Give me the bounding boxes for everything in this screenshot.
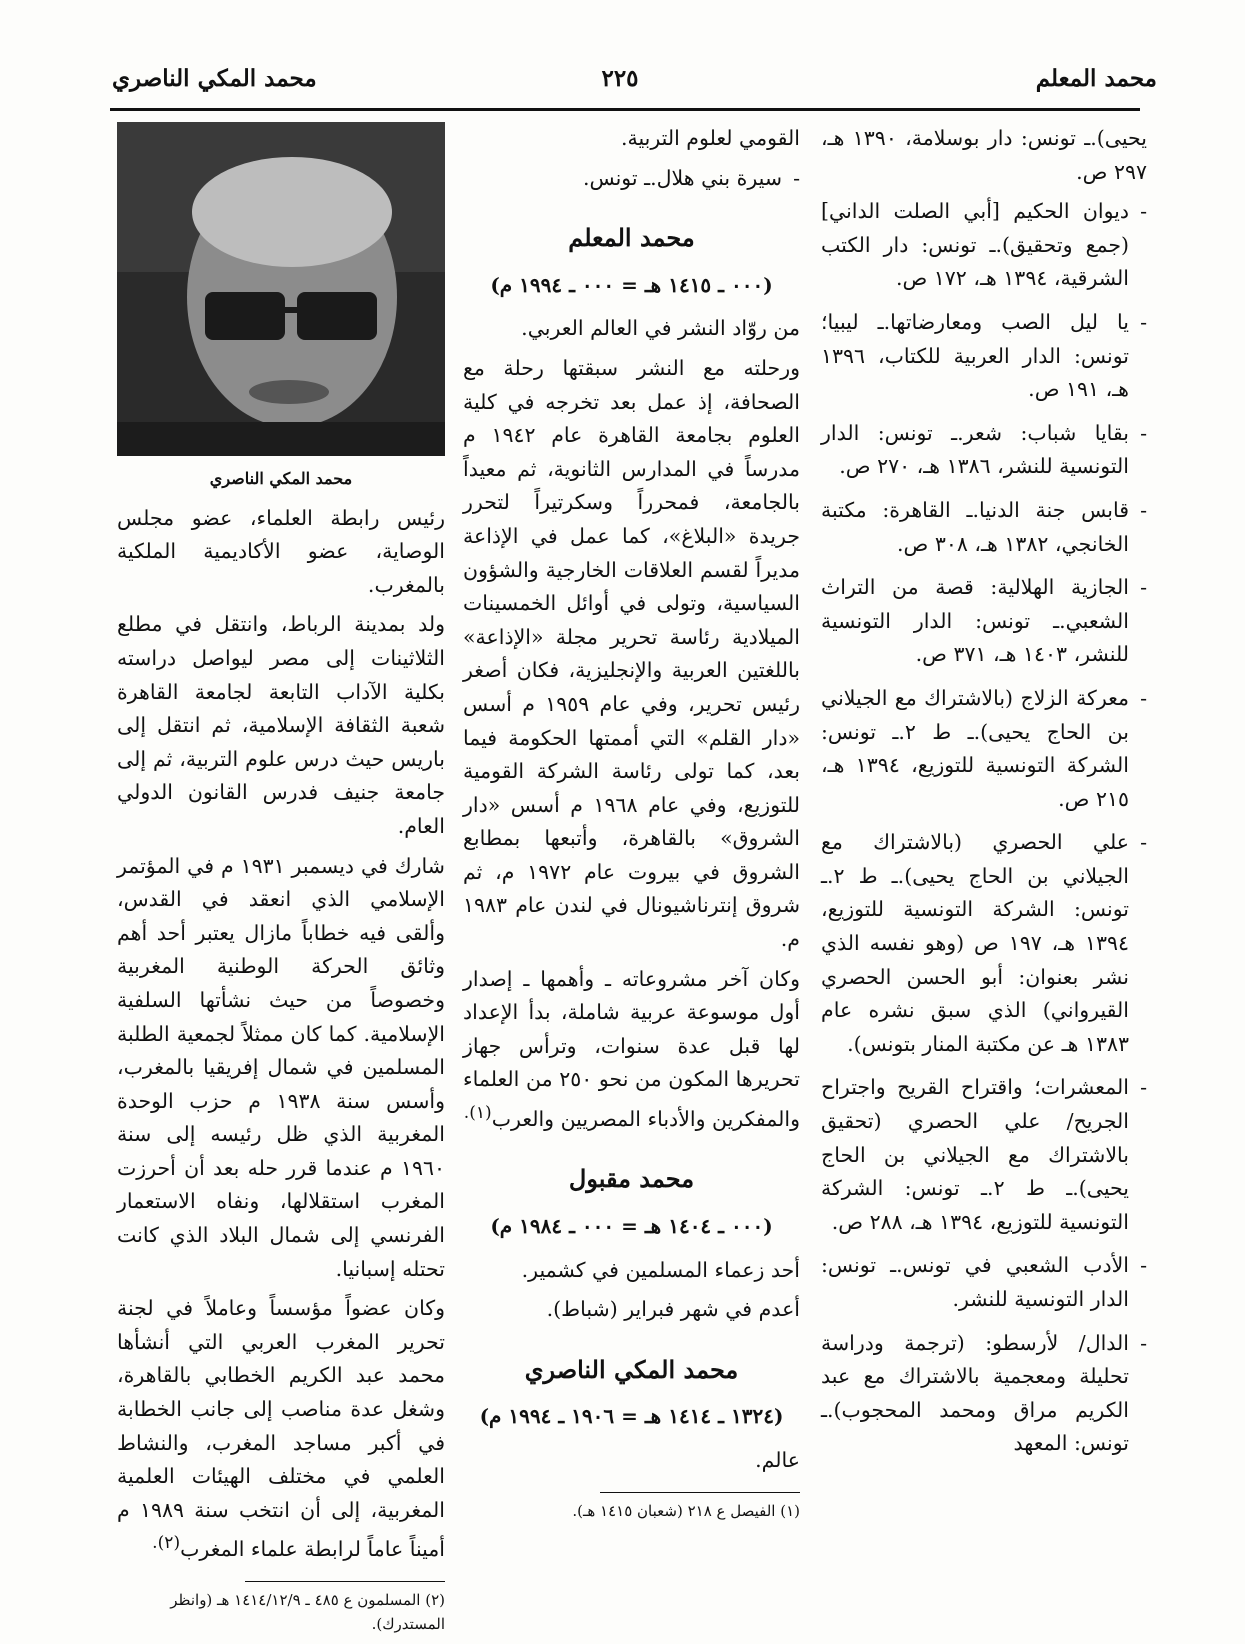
list-item: - قابس جنة الدنيا.ـ القاهرة: مكتبة الخانجي، ١٣٨٢ هـ، ٣٠٨ ص. [821, 494, 1147, 561]
continued-text: يحيى).ـ تونس: دار بوسلامة، ١٣٩٠ هـ، ٢٩٧ ص. [821, 126, 1147, 184]
entry-paragraph: أعدم في شهر فبراير (شباط). [546, 1297, 800, 1322]
entry-dates: (١٣٢٤ ـ ١٤١٤ هـ = ١٩٠٦ ـ ١٩٩٤ م) [479, 1404, 784, 1429]
entry-title: محمد المكي الناصري [524, 1354, 739, 1384]
list-item: - الدال/ لأرسطو: (ترجمة ودراسة تحليلة ومعجمية بالاشتراك مع عبد الكريم مراق ومحمد المحجوب).ـ تونس: المعهد [821, 1327, 1147, 1461]
entry-title: محمد المعلم [568, 223, 695, 253]
portrait-image [117, 122, 445, 456]
photo-caption: محمد المكي الناصري [209, 469, 353, 488]
footnote-rule [600, 1492, 800, 1493]
list-item: - بقايا شباب: شعر.ـ تونس: الدار التونسية للنشر، ١٣٨٦ هـ، ٢٧٠ ص. [821, 417, 1147, 484]
paragraph-text: وكان آخر مشروعاته ـ وأهمها ـ إصدار أول موسوعة عربية شاملة، بدأ الإعداد لها قبل عدة سنوات، وترأس جهاز تحريرها المكون من نحو ٢٥٠ من العلماء والمفكرين والأدباء المصريين والعرب [463, 966, 800, 1131]
paragraph-text: وكان عضواً مؤسساً وعاملاً في لجنة تحرير المغرب العربي التي أنشأها محمد عبد الكريم الخطابي بالقاهرة، وشغل عدة مناصب إلى جانب الخطابة في أكبر مساجد المغرب، والنشاط العلمي في مختلف الهيئات العلمية المغربية، إلى أن انتخب سنة ١٩٨٩ م أميناً عاماً لرابطة علماء المغرب [117, 1296, 446, 1562]
entry-title: محمد مقبول [568, 1164, 695, 1194]
footnote-marker: (١). [463, 1103, 492, 1124]
page-number: ٢٢٥ [601, 65, 639, 92]
column-middle [463, 122, 800, 1523]
entry-paragraph: ورحلته مع النشر سبقتها رحلة مع الصحافة، إذ عمل بعد تخرجه في كلية العلوم بجامعة القاهرة عام ١٩٤٢ م مدرساً في المدارس الثانوية، ثم معيداً بالجامعة، فمحرراً وسكرتيراً لتحرر جريدة «البلاغ»، كما عمل في الإذاعة مديراً لقسم العلاقات الخارجية والشؤون السياسية، وتولى في أوائل الخمسينات الميلادية رئاسة تحرير مجلة «الإذاعة» باللغتين العربية والإنجليزية، فكان أصغر رئيس تحرير، وفي عام ١٩٥٩ م أسس «دار القلم» التي أممتها الحكومة فيما بعد، كما تولى رئاسة الشركة القومية للتوزيع، وفي عام ١٩٦٨ م أسس «دار الشروق» بالقاهرة، وأتبعها بمطابع الشروق في بيروت عام ١٩٧٢ م، ثم شروق إنترناشيونال في لندن عام ١٩٨٣ م. [463, 355, 801, 952]
entry-paragraph: رئيس رابطة العلماء، عضو مجلس الوصاية، عضو الأكاديمية الملكية بالمغرب. [117, 505, 445, 597]
footnote: (٢) المسلمون ع ٤٨٥ ـ ١٤١٤/١٢/٩ هـ (وانظر المستدرك). [170, 1590, 445, 1633]
list-item: - سيرة بني هلال.ـ تونس. [463, 162, 800, 196]
entry-dates: (٠٠٠ ـ ١٤١٥ هـ = ٠٠٠ ـ ١٩٩٤ م) [490, 272, 773, 297]
entry-paragraph: أحد زعماء المسلمين في كشمير. [521, 1257, 800, 1282]
footnote: (١) الفيصل ع ٢١٨ (شعبان ١٤١٥ هـ). [572, 1501, 800, 1520]
entry-dates: (٠٠٠ ـ ١٤٠٤ هـ = ٠٠٠ ـ ١٩٨٤ م) [490, 1214, 773, 1239]
list-item: - الجازية الهلالية: قصة من التراث الشعبي.ـ تونس: الدار التونسية للنشر، ١٤٠٣ هـ، ٣٧١ ص. [821, 571, 1147, 672]
entry-paragraph: من روّاد النشر في العالم العربي. [521, 316, 800, 341]
list-item: - معركة الزلاج (بالاشتراك مع الجيلاني بن الحاج يحيى).ـ ط ٢.ـ تونس: الشركة التونسية للتوزيع، ١٣٩٤ هـ، ٢١٥ ص. [821, 682, 1147, 816]
column-left [117, 122, 445, 1636]
entry-paragraph: شارك في ديسمبر ١٩٣١ م في المؤتمر الإسلامي الذي انعقد في القدس، وألقى فيه خطاباً مازال يعتبر أحد أهم وثائق الحركة الوطنية المغربية وخصوصاً من حيث نشأتها السلفية الإسلامية. كما كان ممثلاً لجمعية الطلبة المسلمين في شمال إفريقيا بالمغرب، وأسس سنة ١٩٣٨ م حزب الوحدة المغربية الذي ظل رئيسه إلى سنة ١٩٦٠ م عندما قرر حله بعد أن أحرزت المغرب استقلالها، ونفاه الاستعمار الفرنسي إلى شمال البلاد الذي كانت تحتله إسبانيا. [117, 853, 445, 1281]
running-header-left: محمد المكي الناصري [112, 65, 317, 92]
continued-text: القومي لعلوم التربية. [620, 126, 800, 150]
portrait-photo [117, 122, 445, 456]
list-item: - ديوان الحكيم [أبي الصلت الداني] (جمع وتحقيق).ـ تونس: دار الكتب الشرقية، ١٣٩٤ هـ، ١٧٢ ص. [821, 195, 1147, 296]
entry-paragraph [117, 1292, 445, 1567]
entry-paragraph [463, 963, 800, 1137]
footnote-marker: (٢). [152, 1533, 181, 1554]
list-item: - المعشرات؛ واقتراح القريح واجتراح الجريح/ علي الحصري (تحقيق بالاشتراك مع الجيلاني بن الحاج يحيى).ـ ط ٢.ـ تونس: الشركة التونسية للتوزيع، ١٣٩٤ هـ، ٢٨٨ ص. [821, 1071, 1147, 1239]
entry-paragraph: عالم. [755, 1448, 800, 1473]
list-item: - الأدب الشعبي في تونس.ـ تونس: الدار التونسية للنشر. [821, 1249, 1147, 1316]
header-rule [110, 108, 1140, 111]
entry-paragraph: ولد بمدينة الرباط، وانتقل في مطلع الثلاثينات إلى مصر ليواصل دراسته بكلية الآداب التابعة لجامعة القاهرة شعبة الثقافة الإسلامية، ثم انتقل إلى باريس حيث درس علوم التربية، ثم إلى جامعة جنيف فدرس القانون الدولي العام. [117, 612, 445, 838]
footnote-rule [245, 1581, 445, 1582]
column-right [821, 122, 1147, 1471]
running-header-right: محمد المعلم [1035, 65, 1157, 92]
list-item: - يا ليل الصب ومعارضاتها.ـ ليبيا؛ تونس: الدار العربية للكتاب، ١٣٩٦ هـ، ١٩١ ص. [821, 306, 1147, 407]
list-item: - علي الحصري (بالاشتراك مع الجيلاني بن الحاج يحيى).ـ ط ٢.ـ تونس: الشركة التونسية للتوزيع، ١٣٩٤ هـ، ١٩٧ ص (وهو نفسه الذي نشر بعنوان: أبو الحسن الحصري القيرواني) الذي سبق نشره عام ١٣٨٣ هـ عن مكتبة المنار بتونس). [821, 826, 1147, 1061]
